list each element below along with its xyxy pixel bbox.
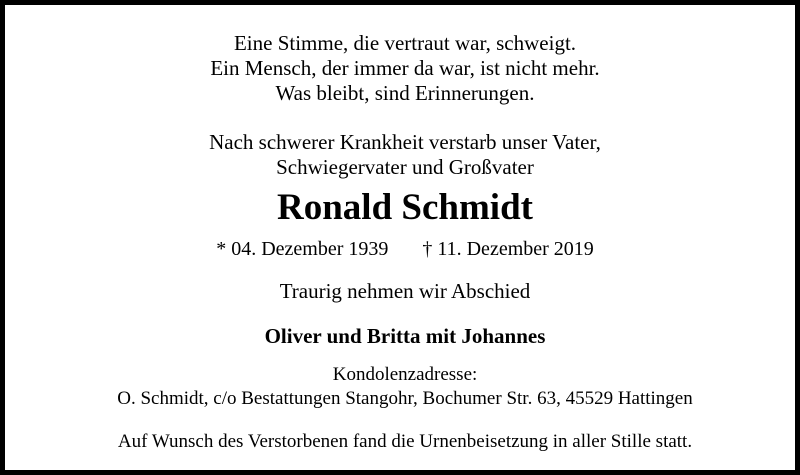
- condolence-label: Kondolenzadresse:: [332, 364, 478, 385]
- deceased-name: Ronald Schmidt: [277, 187, 533, 228]
- verse-line-1: Eine Stimme, die vertraut war, schweigt.: [233, 31, 577, 55]
- verse-line-2: Ein Mensch, der immer da war, ist nicht mehr.: [210, 56, 600, 80]
- mourners-names: Oliver und Britta mit Johannes: [264, 324, 546, 348]
- verse-line-3: Was bleibt, sind Erinnerungen.: [275, 81, 535, 105]
- burial-note: Auf Wunsch des Verstorbenen fand die Urnenbeisetzung in aller Stille statt.: [117, 431, 693, 452]
- death-date: † 11. Dezember 2019: [422, 238, 594, 260]
- intro-line-2: Schwiegervater und Großvater: [276, 155, 534, 179]
- birth-date: * 04. Dezember 1939: [216, 238, 389, 260]
- condolence-address: O. Schmidt, c/o Bestattungen Stangohr, Bochumer Str. 63, 45529 Hattingen: [117, 388, 693, 409]
- intro-line-1: Nach schwerer Krankheit verstarb unser Vater,: [209, 130, 601, 154]
- farewell-text: Traurig nehmen wir Abschied: [279, 279, 531, 303]
- life-dates: [5, 236, 800, 262]
